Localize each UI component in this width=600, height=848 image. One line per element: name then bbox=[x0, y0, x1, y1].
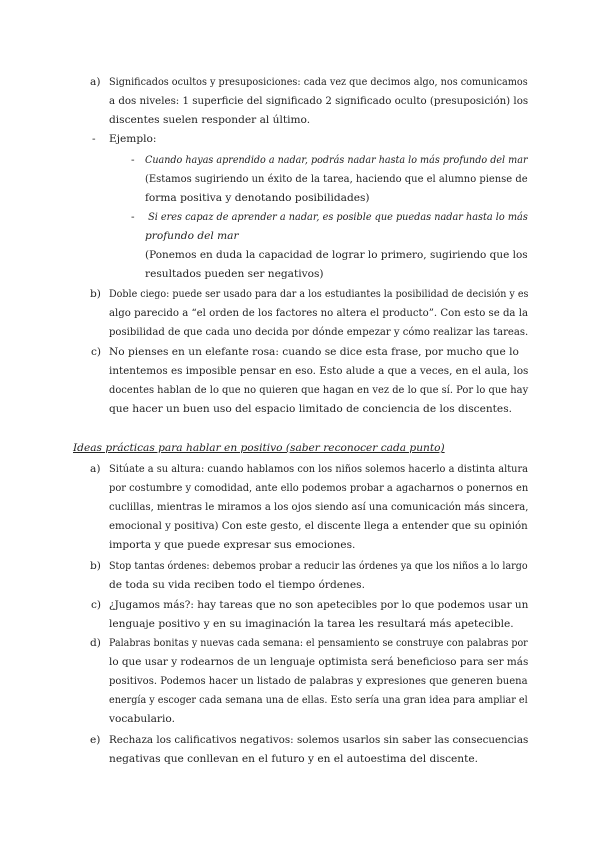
paragraph-line: a dos niveles: 1 superficie del significado 2 significado oculto (presuposición) los bbox=[109, 95, 529, 107]
paragraph-line: energía y escoger cada semana una de ellas. Esto sería una gran idea para ampliar el bbox=[109, 694, 528, 706]
example-note: (Estamos sugiriendo un éxito de la tarea, haciendo que el alumno piense de bbox=[145, 173, 528, 185]
paragraph-line: importa y que puede expresar sus emociones. bbox=[109, 539, 356, 551]
paragraph-line: intentemos es imposible pensar en eso. Esto alude a que a veces, en el aula, los bbox=[109, 365, 529, 377]
paragraph-line: ¿Jugamos más?: hay tareas que no son apetecibles por lo que podemos usar un bbox=[109, 599, 529, 611]
paragraph-line: discentes suelen responder al último. bbox=[109, 114, 311, 126]
paragraph-line: No pienses en un elefante rosa: cuando se dice esta frase, por mucho que lo bbox=[109, 346, 519, 358]
paragraph-line: Sitúate a su altura: cuando hablamos con los niños solemos hacerlo a distinta altura bbox=[109, 463, 528, 475]
list-marker: - bbox=[131, 154, 135, 166]
paragraph-line: cuclillas, mientras le miramos a los ojos siendo así una comunicación más sincera, bbox=[109, 501, 529, 513]
paragraph-line: de toda su vida reciben todo el tiempo órdenes. bbox=[109, 579, 365, 591]
example-quote: Cuando hayas aprendido a nadar, podrás nadar hasta lo más profundo del mar bbox=[145, 154, 528, 166]
section-heading: Ideas prácticas para hablar en positivo (saber reconocer cada punto) bbox=[73, 442, 445, 454]
paragraph-line: Significados ocultos y presuposiciones: cada vez que decimos algo, nos comunicamos bbox=[109, 76, 528, 88]
paragraph-line: negativas que conllevan en el futuro y en el autoestima del discente. bbox=[109, 753, 478, 765]
paragraph-line: docentes hablan de lo que no quieren que hagan en vez de lo que sí. Por lo que hay bbox=[109, 384, 529, 396]
list-marker: e) bbox=[90, 734, 101, 746]
paragraph-line: por costumbre y comodidad, ante ello podemos probar a agacharnos o ponernos en bbox=[109, 482, 529, 494]
example-label: Ejemplo: bbox=[109, 133, 157, 145]
list-marker: - bbox=[92, 133, 96, 145]
paragraph-line: positivos. Podemos hacer un listado de palabras y expresiones que generen buena bbox=[109, 675, 528, 687]
list-marker: c) bbox=[91, 346, 102, 358]
paragraph-line: emocional y positiva) Con este gesto, el discente llega a entender que su opinión bbox=[109, 520, 528, 532]
example-note: (Ponemos en duda la capacidad de lograr lo primero, sugiriendo que los bbox=[145, 249, 528, 261]
list-marker: b) bbox=[90, 560, 101, 572]
paragraph-line: que hacer un buen uso del espacio limitado de conciencia de los discentes. bbox=[109, 403, 513, 415]
example-note: resultados pueden ser negativos) bbox=[145, 268, 324, 280]
paragraph-line: Doble ciego: puede ser usado para dar a los estudiantes la posibilidad de decisión y es bbox=[109, 288, 529, 300]
list-marker: a) bbox=[90, 463, 101, 475]
list-marker: - bbox=[131, 211, 135, 223]
paragraph-line: vocabulario. bbox=[109, 713, 175, 725]
example-quote: Si eres capaz de aprender a nadar, es posible que puedas nadar hasta lo más bbox=[145, 211, 528, 223]
example-quote: profundo del mar bbox=[145, 230, 239, 242]
paragraph-line: posibilidad de que cada uno decida por dónde empezar y cómo realizar las tareas. bbox=[109, 326, 529, 338]
list-marker: b) bbox=[90, 288, 101, 300]
paragraph-line: Rechaza los calificativos negativos: solemos usarlos sin saber las consecuencias bbox=[109, 734, 529, 746]
list-marker: a) bbox=[90, 76, 101, 88]
list-marker: c) bbox=[91, 599, 102, 611]
paragraph-line: Stop tantas órdenes: debemos probar a reducir las órdenes ya que los niños a lo largo bbox=[109, 560, 528, 572]
paragraph-line: lenguaje positivo y en su imaginación la tarea les resultará más apetecible. bbox=[109, 618, 514, 630]
list-marker: d) bbox=[90, 637, 101, 649]
paragraph-line: algo parecido a “el orden de los factores no altera el producto”. Con esto se da la bbox=[109, 307, 528, 319]
example-note: forma positiva y denotando posibilidades) bbox=[145, 192, 370, 204]
paragraph-line: lo que usar y rodearnos de un lenguaje optimista será beneficioso para ser más bbox=[109, 656, 529, 668]
paragraph-line: Palabras bonitas y nuevas cada semana: el pensamiento se construye con palabras por bbox=[109, 637, 528, 649]
